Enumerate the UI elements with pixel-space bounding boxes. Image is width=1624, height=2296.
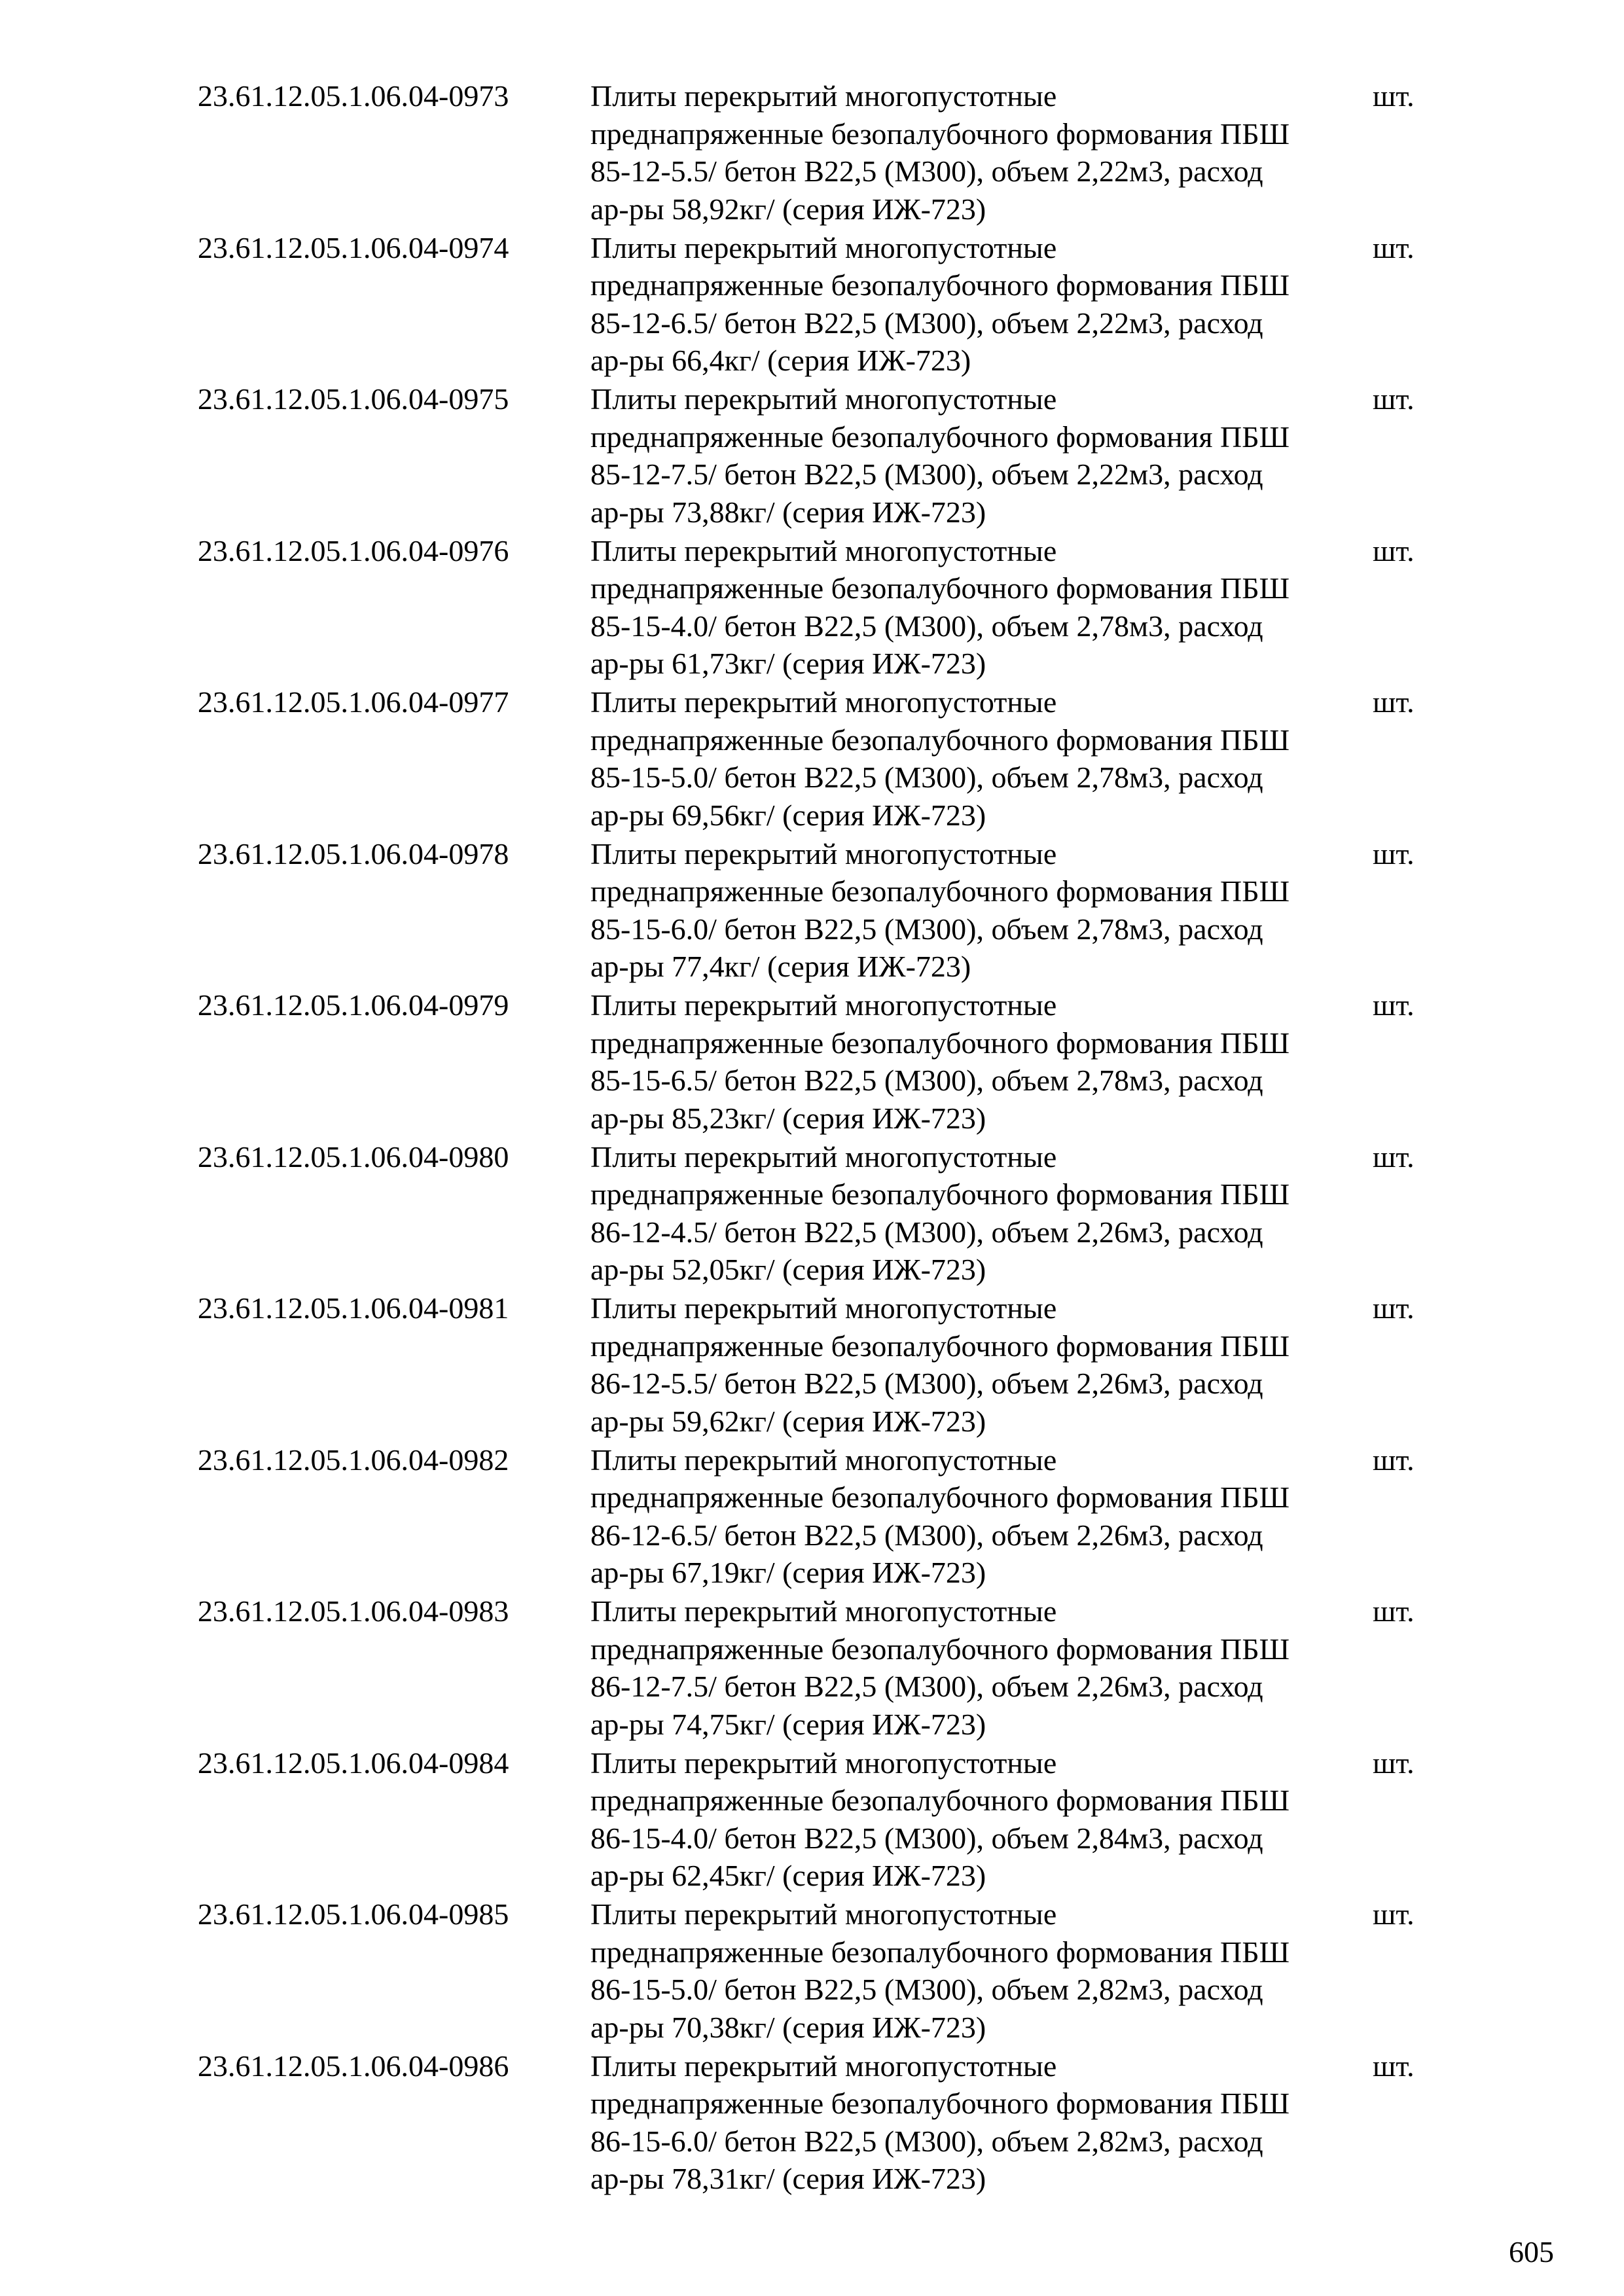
description-line: Плиты перекрытий многопустотные — [590, 1746, 1057, 1780]
description-line: ар-ры 77,4кг/ (серия ИЖ-723) — [590, 950, 971, 983]
unit-of-measure: шт. — [1373, 836, 1415, 870]
description-line: ар-ры 85,23кг/ (серия ИЖ-723) — [590, 1101, 986, 1135]
resource-description — [590, 380, 1376, 531]
page-number: 605 — [1509, 2235, 1554, 2269]
resource-code: 23.61.12.05.1.06.04-0986 — [198, 2049, 509, 2083]
unit-of-measure: шт. — [1373, 2049, 1415, 2083]
description-line: 86-12-4.5/ бетон В22,5 (М300), объем 2,26м3, расход — [590, 1215, 1263, 1249]
resource-code: 23.61.12.05.1.06.04-0983 — [198, 1594, 509, 1628]
description-line: преднапряженные безопалубочного формования ПБШ — [590, 117, 1290, 151]
unit-of-measure: шт. — [1373, 533, 1415, 567]
description-line: Плиты перекрытий многопустотные — [590, 230, 1057, 264]
unit-of-measure: шт. — [1373, 1291, 1415, 1325]
description-line: Плиты перекрытий многопустотные — [590, 836, 1057, 870]
description-line: ар-ры 58,92кг/ (серия ИЖ-723) — [590, 192, 986, 226]
description-line: 85-12-6.5/ бетон В22,5 (М300), объем 2,22м3, расход — [590, 306, 1263, 340]
description-line: ар-ры 59,62кг/ (серия ИЖ-723) — [590, 1404, 986, 1438]
list-item — [198, 380, 1441, 532]
resource-description — [590, 1895, 1376, 2046]
resource-description — [590, 229, 1376, 380]
unit-of-measure: шт. — [1373, 1746, 1415, 1780]
description-line: преднапряженные безопалубочного формования ПБШ — [590, 2087, 1290, 2120]
description-line: Плиты перекрытий многопустотные — [590, 1897, 1057, 1931]
description-line: ар-ры 67,19кг/ (серия ИЖ-723) — [590, 1556, 986, 1589]
resource-description — [590, 2047, 1376, 2198]
description-line: 86-15-5.0/ бетон В22,5 (М300), объем 2,82м3, расход — [590, 1973, 1263, 2006]
resource-description — [590, 1138, 1376, 1289]
resource-code: 23.61.12.05.1.06.04-0976 — [198, 533, 509, 567]
list-item — [198, 77, 1441, 229]
resource-code: 23.61.12.05.1.06.04-0979 — [198, 988, 509, 1022]
resource-description — [590, 1744, 1376, 1895]
description-line: преднапряженные безопалубочного формования ПБШ — [590, 1632, 1290, 1666]
resource-code: 23.61.12.05.1.06.04-0981 — [198, 1291, 509, 1325]
description-line: преднапряженные безопалубочного формования ПБШ — [590, 420, 1290, 454]
description-line: 85-15-4.0/ бетон В22,5 (М300), объем 2,78м3, расход — [590, 609, 1263, 643]
description-line: Плиты перекрытий многопустотные — [590, 2049, 1057, 2083]
unit-of-measure: шт. — [1373, 988, 1415, 1022]
description-line: ар-ры 62,45кг/ (серия ИЖ-723) — [590, 1859, 986, 1892]
price-list-entries — [198, 77, 1441, 2198]
list-item — [198, 683, 1441, 835]
description-line: Плиты перекрытий многопустотные — [590, 533, 1057, 567]
description-line: ар-ры 70,38кг/ (серия ИЖ-723) — [590, 2010, 986, 2044]
description-line: ар-ры 66,4кг/ (серия ИЖ-723) — [590, 344, 971, 377]
description-line: ар-ры 73,88кг/ (серия ИЖ-723) — [590, 495, 986, 529]
list-item — [198, 1138, 1441, 1290]
description-line: Плиты перекрытий многопустотные — [590, 1139, 1057, 1174]
description-line: 86-15-6.0/ бетон В22,5 (М300), объем 2,82м3, расход — [590, 2124, 1263, 2158]
description-line: преднапряженные безопалубочного формования ПБШ — [590, 1329, 1290, 1363]
description-line: Плиты перекрытий многопустотные — [590, 685, 1057, 719]
description-line: преднапряженные безопалубочного формования ПБШ — [590, 571, 1290, 605]
resource-code: 23.61.12.05.1.06.04-0982 — [198, 1443, 509, 1477]
resource-description — [590, 835, 1376, 986]
resource-code: 23.61.12.05.1.06.04-0985 — [198, 1897, 509, 1931]
list-item — [198, 1592, 1441, 1744]
description-line: 86-12-5.5/ бетон В22,5 (М300), объем 2,26м3, расход — [590, 1367, 1263, 1400]
resource-description — [590, 532, 1376, 683]
description-line: преднапряженные безопалубочного формования ПБШ — [590, 1480, 1290, 1514]
description-line: Плиты перекрытий многопустотные — [590, 79, 1057, 113]
description-line: 86-12-7.5/ бетон В22,5 (М300), объем 2,26м3, расход — [590, 1670, 1263, 1703]
resource-code: 23.61.12.05.1.06.04-0974 — [198, 230, 509, 264]
description-line: ар-ры 74,75кг/ (серия ИЖ-723) — [590, 1707, 986, 1741]
unit-of-measure: шт. — [1373, 79, 1415, 113]
description-line: 86-12-6.5/ бетон В22,5 (М300), объем 2,26м3, расход — [590, 1518, 1263, 1552]
description-line: ар-ры 52,05кг/ (серия ИЖ-723) — [590, 1253, 986, 1286]
description-line: Плиты перекрытий многопустотные — [590, 988, 1057, 1022]
resource-description — [590, 77, 1376, 228]
description-line: 85-12-7.5/ бетон В22,5 (М300), объем 2,22м3, расход — [590, 457, 1263, 491]
description-line: ар-ры 69,56кг/ (серия ИЖ-723) — [590, 798, 986, 832]
unit-of-measure: шт. — [1373, 1897, 1415, 1931]
description-line: 85-15-5.0/ бетон В22,5 (М300), объем 2,78м3, расход — [590, 761, 1263, 794]
list-item — [198, 532, 1441, 684]
unit-of-measure: шт. — [1373, 1443, 1415, 1477]
description-line: 85-15-6.5/ бетон В22,5 (М300), объем 2,78м3, расход — [590, 1064, 1263, 1097]
resource-code: 23.61.12.05.1.06.04-0973 — [198, 79, 509, 113]
description-line: преднапряженные безопалубочного формования ПБШ — [590, 1935, 1290, 1969]
description-line: преднапряженные безопалубочного формования ПБШ — [590, 1026, 1290, 1060]
description-line: Плиты перекрытий многопустотные — [590, 1443, 1057, 1477]
unit-of-measure: шт. — [1373, 685, 1415, 719]
description-line: Плиты перекрытий многопустотные — [590, 382, 1057, 416]
resource-code: 23.61.12.05.1.06.04-0975 — [198, 382, 509, 416]
list-item — [198, 229, 1441, 381]
list-item — [198, 1289, 1441, 1441]
resource-code: 23.61.12.05.1.06.04-0984 — [198, 1746, 509, 1780]
resource-code: 23.61.12.05.1.06.04-0980 — [198, 1139, 509, 1174]
description-line: 86-15-4.0/ бетон В22,5 (М300), объем 2,84м3, расход — [590, 1821, 1263, 1855]
resource-description — [590, 683, 1376, 834]
resource-description — [590, 1592, 1376, 1743]
list-item — [198, 1895, 1441, 2047]
unit-of-measure: шт. — [1373, 1594, 1415, 1628]
resource-code: 23.61.12.05.1.06.04-0977 — [198, 685, 509, 719]
list-item — [198, 2047, 1441, 2199]
description-line: 85-15-6.0/ бетон В22,5 (М300), объем 2,78м3, расход — [590, 912, 1263, 946]
unit-of-measure: шт. — [1373, 230, 1415, 264]
list-item — [198, 835, 1441, 987]
list-item — [198, 986, 1441, 1138]
resource-description — [590, 986, 1376, 1137]
description-line: Плиты перекрытий многопустотные — [590, 1291, 1057, 1325]
description-line: преднапряженные безопалубочного формования ПБШ — [590, 723, 1290, 757]
unit-of-measure: шт. — [1373, 382, 1415, 416]
resource-code: 23.61.12.05.1.06.04-0978 — [198, 836, 509, 870]
description-line: ар-ры 61,73кг/ (серия ИЖ-723) — [590, 647, 986, 680]
description-line: преднапряженные безопалубочного формования ПБШ — [590, 874, 1290, 908]
list-item — [198, 1744, 1441, 1896]
unit-of-measure: шт. — [1373, 1139, 1415, 1174]
resource-description — [590, 1441, 1376, 1592]
description-line: ар-ры 78,31кг/ (серия ИЖ-723) — [590, 2162, 986, 2195]
description-line: преднапряженные безопалубочного формования ПБШ — [590, 268, 1290, 302]
list-item — [198, 1441, 1441, 1593]
description-line: преднапряженные безопалубочного формования ПБШ — [590, 1177, 1290, 1211]
description-line: преднапряженные безопалубочного формования ПБШ — [590, 1784, 1290, 1817]
resource-description — [590, 1289, 1376, 1440]
description-line: Плиты перекрытий многопустотные — [590, 1594, 1057, 1628]
description-line: 85-12-5.5/ бетон В22,5 (М300), объем 2,22м3, расход — [590, 154, 1263, 188]
